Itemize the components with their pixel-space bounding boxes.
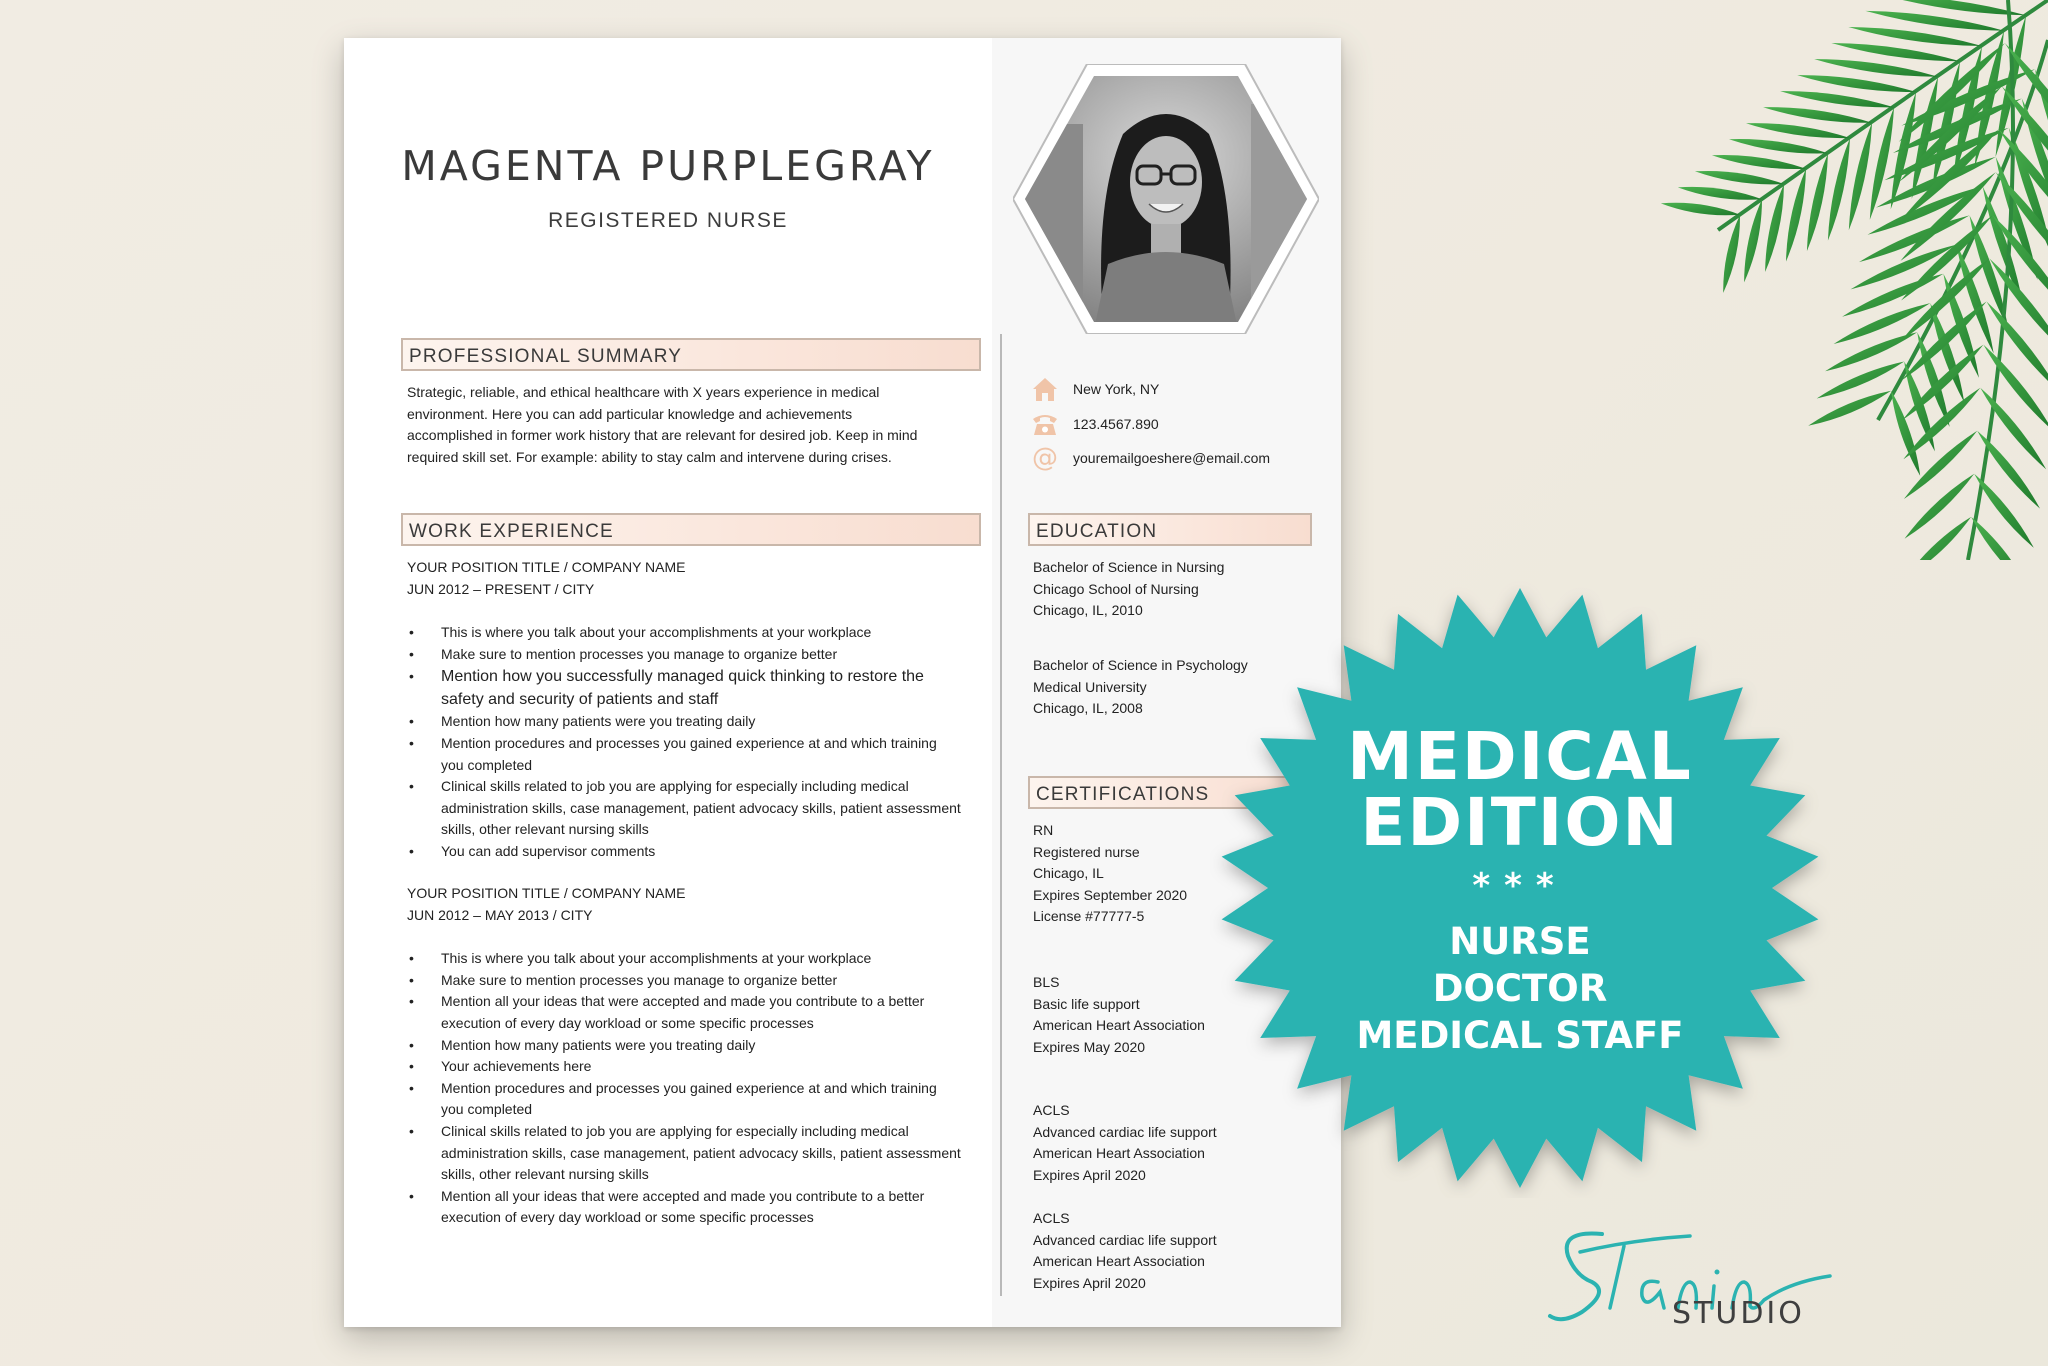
- palm-leaflet: [1763, 107, 1872, 123]
- summary-line: required skill set. For example: ability to stay calm and intervene during crises.: [407, 448, 892, 465]
- section-heading-work: WORK EXPERIENCE: [401, 513, 981, 546]
- cert-line: Chicago, IL: [1033, 865, 1104, 882]
- contact-location: [1030, 375, 1159, 403]
- cert-line: License #77777-5: [1033, 908, 1145, 925]
- badge-item: DOCTOR: [1432, 967, 1608, 1010]
- palm-leaflet: [1661, 203, 1740, 215]
- contact-email: [1030, 444, 1270, 472]
- palm-leaflet: [1831, 43, 1960, 61]
- contact-phone-text: 123.4567.890: [1073, 416, 1159, 432]
- palm-leaflet: [1765, 184, 1784, 272]
- resume-sheet: [344, 38, 1341, 1327]
- palm-leaflet: [1905, 474, 1975, 539]
- palm-leaflet: [1849, 123, 1872, 231]
- education-degree: Bachelor of Science in Psychology: [1033, 657, 1248, 673]
- cert-line: RN: [1033, 822, 1054, 838]
- palm-leaflet: [1786, 169, 1806, 262]
- palm-leaflet: [1971, 517, 2028, 560]
- cert-line: ACLS: [1033, 1102, 1070, 1118]
- cert-line: American Heart Association: [1033, 1017, 1205, 1034]
- cert-line: Expires September 2020: [1033, 886, 1188, 903]
- job-bullets: [407, 622, 987, 862]
- bullet-item: • Mention procedures and processes you gained experience at and which training you completed: [407, 733, 987, 776]
- job-entry: [407, 883, 987, 1229]
- palm-leaflet: [1905, 517, 1971, 560]
- education-entry: [1033, 557, 1224, 622]
- summary-text: [407, 382, 987, 468]
- cert-line: BLS: [1033, 974, 1060, 990]
- education-place: Chicago, IL, 2010: [1033, 602, 1143, 619]
- palm-leaflet: [1729, 139, 1828, 153]
- bullet-item: • You can add supervisor comments: [407, 841, 987, 863]
- badge-item: MEDICAL STAFF: [1356, 1014, 1684, 1057]
- palm-leaflet: [1865, 11, 2004, 31]
- cert-line: American Heart Association: [1033, 1253, 1205, 1270]
- bullet-item: • Mention all your ideas that were accepted and made you contribute to a better execution of every day workload or some specific processes: [407, 991, 987, 1034]
- palm-leaflet: [1678, 187, 1762, 200]
- bullet-item: • Clinical skills related to job you are applying for especially including medical administration skills, case management, patient advocacy skills, patient assessment skills, other relevant nursing skills: [407, 1121, 987, 1186]
- certification-entry: [1033, 820, 1187, 928]
- job-dates: JUN 2012 – PRESENT / CITY: [407, 580, 595, 597]
- brand-logo-studio: STUDIO: [1672, 1296, 1805, 1331]
- phone-icon: [1030, 410, 1060, 438]
- section-heading-education: EDUCATION: [1028, 513, 1312, 546]
- cert-line: Expires April 2020: [1033, 1166, 1146, 1183]
- palm-leaflet: [1902, 302, 1986, 380]
- bullet-item: • Mention how many patients were you treating daily: [407, 711, 987, 733]
- palm-leaflet: [1780, 91, 1894, 107]
- palm-leaf-decoration: [1488, 0, 2048, 560]
- palm-leaflet: [1746, 123, 1850, 138]
- summary-line: accomplished in former work history that are relevant for desired job. Keep in mind: [407, 427, 918, 444]
- palm-leaflet: [1797, 75, 1916, 92]
- cert-line: Basic life support: [1033, 995, 1140, 1012]
- candidate-name: MAGENTA PURPLEGRAY: [401, 142, 935, 190]
- certification-entry: [1033, 972, 1205, 1058]
- job-entry: [407, 557, 987, 863]
- badge-line-edition: EDITION: [1360, 784, 1680, 861]
- cert-line: Expires April 2020: [1033, 1274, 1146, 1291]
- at-icon: [1030, 444, 1060, 472]
- certification-entry: [1033, 1208, 1217, 1294]
- bullet-item: • This is where you talk about your accomplishments at your workplace: [407, 622, 987, 644]
- palm-leaflet: [1807, 153, 1828, 251]
- badge-item: NURSE: [1449, 920, 1591, 963]
- job-title: YOUR POSITION TITLE / COMPANY NAME: [407, 559, 686, 575]
- education-place: Chicago, IL, 2008: [1033, 700, 1143, 717]
- summary-line: environment. Here you can add particular knowledge and achievements: [407, 405, 853, 422]
- job-bullets: [407, 948, 987, 1229]
- cert-line: Expires May 2020: [1033, 1038, 1146, 1055]
- bullet-item: • Make sure to mention processes you manage to organize better: [407, 970, 987, 992]
- cert-line: American Heart Association: [1033, 1145, 1205, 1162]
- bullet-item: • Clinical skills related to job you are applying for especially including medical administration skills, case management, patient advocacy skills, patient assessment skills, other relevant nursing skills: [407, 776, 987, 841]
- education-school: Medical University: [1033, 678, 1147, 695]
- badge-line-medical: MEDICAL: [1347, 718, 1693, 795]
- cert-line: Advanced cardiac life support: [1033, 1231, 1217, 1248]
- contact-location-text: New York, NY: [1073, 381, 1160, 397]
- palm-leaflet: [1814, 59, 1938, 77]
- cert-line: ACLS: [1033, 1210, 1070, 1226]
- svg-text:@: @: [1032, 444, 1058, 472]
- palm-leaflet: [1977, 431, 2040, 509]
- section-heading-summary: PROFESSIONAL SUMMARY: [401, 338, 981, 371]
- column-divider: [1000, 334, 1002, 1296]
- cert-line: Registered nurse: [1033, 843, 1140, 860]
- job-dates: JUN 2012 – MAY 2013 / CITY: [407, 906, 593, 923]
- bullet-item: • Make sure to mention processes you manage to organize better: [407, 644, 987, 666]
- candidate-role: REGISTERED NURSE: [548, 209, 788, 232]
- bullet-item: • Mention how many patients were you treating daily: [407, 1035, 987, 1057]
- contact-phone: [1030, 410, 1159, 438]
- badge-text: [1210, 578, 1830, 1198]
- palm-leaflet: [1848, 27, 1982, 46]
- education-school: Chicago School of Nursing: [1033, 580, 1199, 597]
- job-title: YOUR POSITION TITLE / COMPANY NAME: [407, 885, 686, 901]
- bullet-item: • Mention all your ideas that were accepted and made you contribute to a better execution of every day workload or some specific processes: [407, 1186, 987, 1229]
- bullet-item: • Mention how you successfully managed quick thinking to restore the safety and security of patients and staff: [407, 665, 987, 711]
- profile-photo: [1013, 64, 1319, 334]
- badge-stars: ***: [1472, 866, 1568, 906]
- palm-leaflet: [1695, 171, 1784, 184]
- bullet-item: • Mention procedures and processes you gained experience at and which training you completed: [407, 1078, 987, 1121]
- cert-line: Advanced cardiac life support: [1033, 1123, 1217, 1140]
- home-icon: [1030, 375, 1060, 403]
- summary-line: Strategic, reliable, and ethical healthcare with X years experience in medical: [407, 384, 880, 400]
- certification-entry: [1033, 1100, 1217, 1186]
- section-heading-certifications: CERTIFICATIONS: [1028, 776, 1312, 809]
- bullet-item: • This is where you talk about your accomplishments at your workplace: [407, 948, 987, 970]
- bullet-item: • Your achievements here: [407, 1056, 987, 1078]
- contact-email-text: youremailgoeshere@email.com: [1073, 450, 1271, 466]
- palm-leaflet: [1712, 155, 1806, 169]
- education-degree: Bachelor of Science in Nursing: [1033, 559, 1225, 575]
- palm-leaflet: [1828, 138, 1850, 241]
